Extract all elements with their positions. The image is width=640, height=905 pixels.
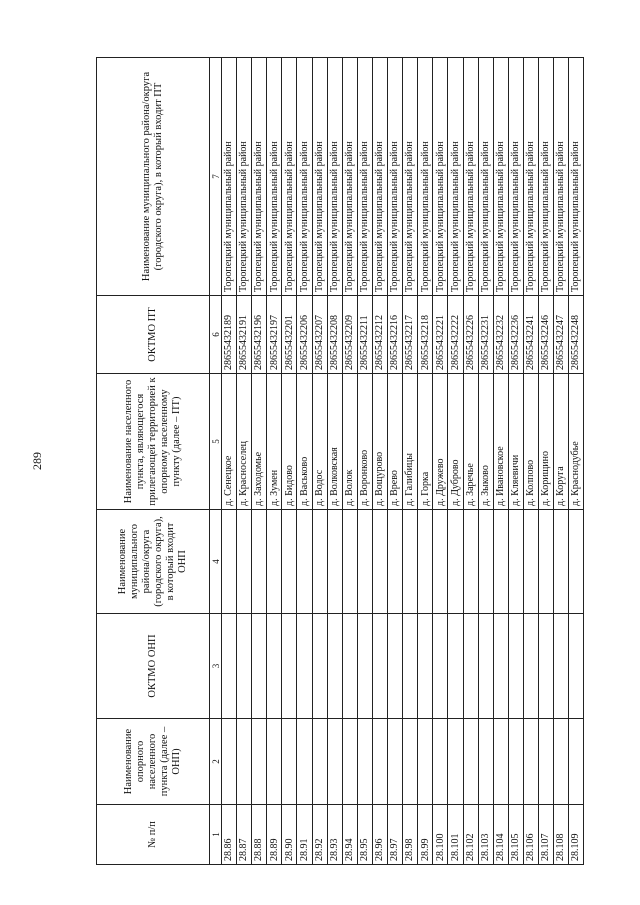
onp-name-cell [569, 719, 584, 805]
onp-name-cell [372, 719, 387, 805]
row-number: 28.103 [478, 805, 493, 865]
onp-oktmo-cell [312, 614, 327, 719]
pt-district-cell: Торопецкий муниципальный район [327, 58, 342, 296]
pt-name-cell: д. Волок [342, 374, 357, 510]
column-number: 4 [210, 510, 222, 614]
onp-oktmo-cell [418, 614, 433, 719]
onp-oktmo-cell [237, 614, 252, 719]
onp-district-cell [433, 510, 448, 614]
pt-name-cell: д. Сенецкое [222, 374, 237, 510]
row-number: 28.91 [297, 805, 312, 865]
onp-oktmo-cell [297, 614, 312, 719]
onp-name-cell [403, 719, 418, 805]
table-header-row [97, 58, 210, 865]
onp-district-cell [342, 510, 357, 614]
pt-name-cell: д. Заречье [463, 374, 478, 510]
pt-name-cell: д. Колпово [523, 374, 538, 510]
onp-oktmo-cell [478, 614, 493, 719]
pt-district-cell: Торопецкий муниципальный район [569, 58, 584, 296]
onp-name-cell [252, 719, 267, 805]
pt-oktmo-cell: 28655432226 [463, 296, 478, 374]
pt-name-cell: д. Зыково [478, 374, 493, 510]
onp-oktmo-cell [357, 614, 372, 719]
pt-district-cell: Торопецкий муниципальный район [312, 58, 327, 296]
onp-name-cell [508, 719, 523, 805]
header-num: № п/п [97, 805, 210, 865]
table-row [372, 58, 387, 865]
onp-name-cell [342, 719, 357, 805]
row-number: 28.95 [357, 805, 372, 865]
pt-oktmo-cell: 28655432232 [493, 296, 508, 374]
row-number: 28.102 [463, 805, 478, 865]
table-row [523, 58, 538, 865]
pt-district-cell: Торопецкий муниципальный район [478, 58, 493, 296]
onp-district-cell [357, 510, 372, 614]
pt-name-cell: д. Волковская [327, 374, 342, 510]
onp-district-cell [508, 510, 523, 614]
pt-oktmo-cell: 28655432241 [523, 296, 538, 374]
header-pt-district: Наименование муниципального района/округа (городского округа), в который входит ПТ [97, 58, 210, 296]
pt-name-cell: д. Васьково [297, 374, 312, 510]
table-row [357, 58, 372, 865]
pt-district-cell: Торопецкий муниципальный район [433, 58, 448, 296]
onp-district-cell [463, 510, 478, 614]
column-number: 5 [210, 374, 222, 510]
pt-oktmo-cell: 28655432209 [342, 296, 357, 374]
table-row [327, 58, 342, 865]
table-row [508, 58, 523, 865]
pt-district-cell: Торопецкий муниципальный район [418, 58, 433, 296]
pt-oktmo-cell: 28655432207 [312, 296, 327, 374]
column-numbers-row [210, 58, 222, 865]
onp-oktmo-cell [372, 614, 387, 719]
column-number: 2 [210, 719, 222, 805]
pt-district-cell: Торопецкий муниципальный район [297, 58, 312, 296]
table-row [493, 58, 508, 865]
onp-oktmo-cell [403, 614, 418, 719]
pt-district-cell: Торопецкий муниципальный район [342, 58, 357, 296]
header-pt-oktmo: ОКТМО ПТ [97, 296, 210, 374]
pt-oktmo-cell: 28655432218 [418, 296, 433, 374]
onp-name-cell [493, 719, 508, 805]
pt-oktmo-cell: 28655432222 [448, 296, 463, 374]
onp-oktmo-cell [554, 614, 569, 719]
pt-oktmo-cell: 28655432221 [433, 296, 448, 374]
onp-oktmo-cell [388, 614, 403, 719]
header-pt-name: Наименование населенного пункта, являющегося прилегающей территорией к опорному населенному пункту (далее – ПТ) [97, 374, 210, 510]
pt-district-cell: Торопецкий муниципальный район [508, 58, 523, 296]
page-number: 289 [30, 452, 44, 470]
table-row [554, 58, 569, 865]
pt-district-cell: Торопецкий муниципальный район [222, 58, 237, 296]
onp-oktmo-cell [252, 614, 267, 719]
table-row [312, 58, 327, 865]
pt-district-cell: Торопецкий муниципальный район [388, 58, 403, 296]
pt-oktmo-cell: 28655432197 [267, 296, 282, 374]
pt-oktmo-cell: 28655432216 [388, 296, 403, 374]
table-row [267, 58, 282, 865]
onp-name-cell [523, 719, 538, 805]
rotated-table-container [96, 58, 582, 865]
row-number: 28.94 [342, 805, 357, 865]
onp-oktmo-cell [327, 614, 342, 719]
onp-name-cell [538, 719, 553, 805]
pt-oktmo-cell: 28655432208 [327, 296, 342, 374]
onp-district-cell [372, 510, 387, 614]
pt-name-cell: д. Бидово [282, 374, 297, 510]
onp-name-cell [297, 719, 312, 805]
row-number: 28.90 [282, 805, 297, 865]
onp-name-cell [282, 719, 297, 805]
onp-district-cell [267, 510, 282, 614]
header-onp-district: Наименование муниципального района/округа (городского округа), в который входит ОНП [97, 510, 210, 614]
onp-oktmo-cell [463, 614, 478, 719]
pt-name-cell: д. Вощурово [372, 374, 387, 510]
header-onp-oktmo: ОКТМО ОНП [97, 614, 210, 719]
table-row [569, 58, 584, 865]
onp-oktmo-cell [493, 614, 508, 719]
column-number: 3 [210, 614, 222, 719]
settlements-table [96, 57, 584, 865]
table-row [297, 58, 312, 865]
pt-name-cell: д. Дуброво [448, 374, 463, 510]
onp-oktmo-cell [267, 614, 282, 719]
onp-name-cell [327, 719, 342, 805]
document-table-area [96, 58, 582, 865]
onp-district-cell [403, 510, 418, 614]
onp-oktmo-cell [538, 614, 553, 719]
pt-oktmo-cell: 28655432191 [237, 296, 252, 374]
pt-district-cell: Торопецкий муниципальный район [403, 58, 418, 296]
pt-oktmo-cell: 28655432206 [297, 296, 312, 374]
onp-district-cell [418, 510, 433, 614]
onp-district-cell [478, 510, 493, 614]
pt-name-cell: д. Врево [388, 374, 403, 510]
table-row [342, 58, 357, 865]
pt-name-cell: д. Дружево [433, 374, 448, 510]
onp-name-cell [357, 719, 372, 805]
onp-name-cell [237, 719, 252, 805]
pt-name-cell: д. Галибицы [403, 374, 418, 510]
pt-name-cell: д. Заходомье [252, 374, 267, 510]
pt-district-cell: Торопецкий муниципальный район [282, 58, 297, 296]
onp-district-cell [554, 510, 569, 614]
table-row [222, 58, 237, 865]
row-number: 28.97 [388, 805, 403, 865]
row-number: 28.107 [538, 805, 553, 865]
column-number: 6 [210, 296, 222, 374]
pt-district-cell: Торопецкий муниципальный район [267, 58, 282, 296]
onp-name-cell [222, 719, 237, 805]
row-number: 28.87 [237, 805, 252, 865]
pt-name-cell: д. Коруга [554, 374, 569, 510]
onp-oktmo-cell [222, 614, 237, 719]
onp-district-cell [569, 510, 584, 614]
row-number: 28.108 [554, 805, 569, 865]
onp-oktmo-cell [508, 614, 523, 719]
row-number: 28.100 [433, 805, 448, 865]
pt-name-cell: д. Воронково [357, 374, 372, 510]
onp-name-cell [418, 719, 433, 805]
onp-oktmo-cell [433, 614, 448, 719]
pt-name-cell: д. Красноселец [237, 374, 252, 510]
pt-district-cell: Торопецкий муниципальный район [523, 58, 538, 296]
onp-name-cell [388, 719, 403, 805]
row-number: 28.106 [523, 805, 538, 865]
pt-name-cell: д. Горка [418, 374, 433, 510]
row-number: 28.93 [327, 805, 342, 865]
onp-name-cell [554, 719, 569, 805]
row-number: 28.92 [312, 805, 327, 865]
pt-name-cell: д. Водос [312, 374, 327, 510]
pt-oktmo-cell: 28655432211 [357, 296, 372, 374]
onp-name-cell [267, 719, 282, 805]
pt-district-cell: Торопецкий муниципальный район [357, 58, 372, 296]
pt-name-cell: д. Корищино [538, 374, 553, 510]
table-row [388, 58, 403, 865]
row-number: 28.105 [508, 805, 523, 865]
pt-oktmo-cell: 28655432196 [252, 296, 267, 374]
pt-district-cell: Торопецкий муниципальный район [463, 58, 478, 296]
row-number: 28.101 [448, 805, 463, 865]
pt-name-cell: д. Краснодубье [569, 374, 584, 510]
pt-district-cell: Торопецкий муниципальный район [538, 58, 553, 296]
pt-name-cell: д. Ивановское [493, 374, 508, 510]
table-row [282, 58, 297, 865]
onp-oktmo-cell [523, 614, 538, 719]
onp-district-cell [237, 510, 252, 614]
pt-oktmo-cell: 28655432236 [508, 296, 523, 374]
header-onp-name: Наименование опорного населенного пункта (далее – ОНП) [97, 719, 210, 805]
onp-oktmo-cell [569, 614, 584, 719]
pt-district-cell: Торопецкий муниципальный район [493, 58, 508, 296]
pt-oktmo-cell: 28655432246 [538, 296, 553, 374]
onp-district-cell [222, 510, 237, 614]
row-number: 28.99 [418, 805, 433, 865]
pt-oktmo-cell: 28655432212 [372, 296, 387, 374]
row-number: 28.89 [267, 805, 282, 865]
pt-oktmo-cell: 28655432189 [222, 296, 237, 374]
pt-district-cell: Торопецкий муниципальный район [372, 58, 387, 296]
column-number: 7 [210, 58, 222, 296]
onp-district-cell [493, 510, 508, 614]
table-row [463, 58, 478, 865]
table-row [448, 58, 463, 865]
pt-oktmo-cell: 28655432217 [403, 296, 418, 374]
pt-name-cell: д. Зумен [267, 374, 282, 510]
pt-district-cell: Торопецкий муниципальный район [554, 58, 569, 296]
onp-oktmo-cell [342, 614, 357, 719]
table-row [478, 58, 493, 865]
pt-oktmo-cell: 28655432247 [554, 296, 569, 374]
pt-district-cell: Торопецкий муниципальный район [448, 58, 463, 296]
pt-district-cell: Торопецкий муниципальный район [237, 58, 252, 296]
onp-name-cell [463, 719, 478, 805]
onp-name-cell [478, 719, 493, 805]
table-row [538, 58, 553, 865]
row-number: 28.104 [493, 805, 508, 865]
row-number: 28.98 [403, 805, 418, 865]
onp-oktmo-cell [282, 614, 297, 719]
pt-name-cell: д. Кляевичи [508, 374, 523, 510]
onp-oktmo-cell [448, 614, 463, 719]
pt-oktmo-cell: 28655432201 [282, 296, 297, 374]
onp-name-cell [312, 719, 327, 805]
row-number: 28.86 [222, 805, 237, 865]
onp-name-cell [433, 719, 448, 805]
row-number: 28.109 [569, 805, 584, 865]
row-number: 28.96 [372, 805, 387, 865]
onp-district-cell [297, 510, 312, 614]
onp-district-cell [252, 510, 267, 614]
pt-oktmo-cell: 28655432248 [569, 296, 584, 374]
onp-district-cell [523, 510, 538, 614]
onp-name-cell [448, 719, 463, 805]
row-number: 28.88 [252, 805, 267, 865]
table-row [252, 58, 267, 865]
onp-district-cell [448, 510, 463, 614]
onp-district-cell [282, 510, 297, 614]
table-row [403, 58, 418, 865]
pt-district-cell: Торопецкий муниципальный район [252, 58, 267, 296]
column-number: 1 [210, 805, 222, 865]
onp-district-cell [538, 510, 553, 614]
onp-district-cell [312, 510, 327, 614]
table-row [418, 58, 433, 865]
table-row [237, 58, 252, 865]
table-row [433, 58, 448, 865]
onp-district-cell [327, 510, 342, 614]
onp-district-cell [388, 510, 403, 614]
pt-oktmo-cell: 28655432231 [478, 296, 493, 374]
